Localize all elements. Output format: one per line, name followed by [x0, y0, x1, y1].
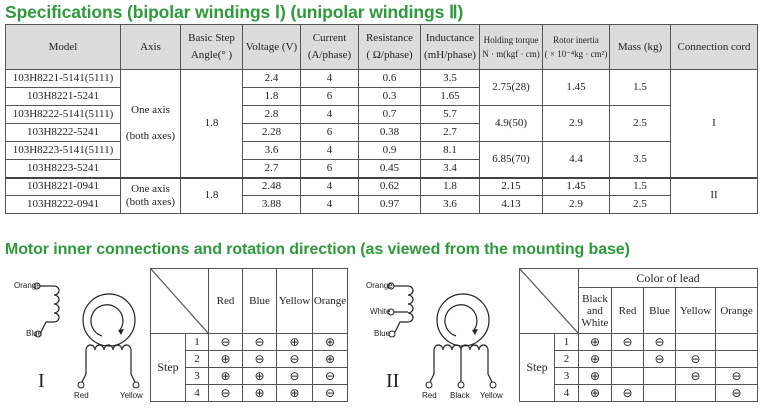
current-cell: 4 [301, 106, 359, 124]
model-cell: 103H8221-5241 [6, 88, 121, 106]
voltage-cell: 2.8 [243, 106, 301, 124]
resistance-cell: 0.3 [359, 88, 421, 106]
header-model: Model [6, 25, 121, 70]
torque-cell: 4.13 [480, 196, 543, 214]
header-inertia [543, 25, 610, 70]
resistance-cell: 0.7 [359, 106, 421, 124]
step-number: 3 [555, 368, 579, 385]
corner-cell [151, 269, 209, 334]
polarity-cell: ⊕ [579, 385, 612, 402]
table-row [151, 334, 348, 351]
torque-cell: 2.15 [480, 178, 543, 196]
table-row [6, 106, 758, 124]
corner-diagonal [151, 269, 208, 333]
axis-line1: One axis [131, 103, 170, 116]
lead-header-line3: White [581, 316, 609, 329]
polarity-cell: ⊕ [243, 385, 277, 402]
step-number: 4 [186, 385, 209, 402]
resistance-cell: 0.62 [359, 178, 421, 196]
polarity-cell [676, 385, 716, 402]
current-cell: 4 [301, 70, 359, 88]
cord-cell: II [671, 178, 758, 214]
header-step-angle-line2: Angle(° ) [190, 49, 233, 61]
lead-header: Orange [716, 288, 758, 334]
header-mass: Mass (kg) [610, 25, 671, 70]
voltage-cell: 2.28 [243, 124, 301, 142]
axis-line1: One axis [131, 182, 170, 195]
inductance-cell: 3.4 [421, 160, 480, 178]
header-step-angle-line1: Basic Step [188, 32, 235, 44]
polarity-cell: ⊖ [676, 368, 716, 385]
header-current-line1: Current [312, 32, 347, 44]
model-cell: 103H8223-5241 [6, 160, 121, 178]
header-inertia-line1: Rotor inertia [553, 35, 599, 45]
lead-header: Yellow [277, 269, 313, 334]
axis-line2: (both axes) [125, 195, 176, 208]
table-row [520, 385, 758, 402]
current-cell: 6 [301, 88, 359, 106]
inductance-cell: 2.7 [421, 124, 480, 142]
color-of-lead-header: Color of lead [579, 269, 758, 288]
voltage-cell: 2.7 [243, 160, 301, 178]
step-number: 3 [186, 368, 209, 385]
model-cell: 103H8222-5241 [6, 124, 121, 142]
header-torque-line1: Holding torque [483, 35, 539, 45]
lead-header: Orange [313, 269, 348, 334]
lead-label-blue: Blue [26, 329, 43, 338]
header-resistance-line2: ( Ω/phase) [366, 49, 413, 61]
polarity-cell [676, 334, 716, 351]
header-inertia-line2: ( × 10⁻⁴kg · cm²) [544, 49, 608, 59]
header-inductance-line1: Inductance [425, 32, 475, 44]
table-row [520, 368, 758, 385]
table-row [6, 70, 758, 88]
polarity-cell: ⊕ [243, 368, 277, 385]
polarity-cell: ⊖ [209, 334, 243, 351]
table-row [6, 196, 758, 214]
header-inductance [421, 25, 480, 70]
wiring-diagram-2 [364, 268, 514, 408]
polarity-cell: ⊖ [243, 334, 277, 351]
model-cell: 103H8222-5141(5111) [6, 106, 121, 124]
polarity-cell: ⊖ [612, 385, 644, 402]
table-row [520, 351, 758, 368]
polarity-cell: ⊖ [209, 385, 243, 402]
resistance-cell: 0.6 [359, 70, 421, 88]
step-angle-cell: 1.8 [181, 70, 243, 178]
lead-header: Red [209, 269, 243, 334]
header-step-angle [181, 25, 243, 70]
step-number: 1 [555, 334, 579, 351]
spec-header-row [6, 25, 758, 70]
header-cord: Connection cord [671, 25, 758, 70]
polarity-cell [644, 385, 676, 402]
lead-label-yellow: Yellow [120, 391, 143, 400]
connections-title: Motor inner connections and rotation direction (as viewed from the mounting base) [5, 241, 630, 258]
table-row [6, 142, 758, 160]
polarity-cell: ⊖ [313, 385, 348, 402]
header-resistance [359, 25, 421, 70]
lead-header: Red [612, 288, 644, 334]
resistance-cell: 0.45 [359, 160, 421, 178]
inductance-cell: 3.5 [421, 70, 480, 88]
axis-cell [121, 178, 181, 214]
current-cell: 4 [301, 196, 359, 214]
resistance-cell: 0.9 [359, 142, 421, 160]
polarity-cell [716, 334, 758, 351]
model-cell: 103H8222-0941 [6, 196, 121, 214]
inductance-cell: 8.1 [421, 142, 480, 160]
step-label: Step [520, 334, 555, 402]
polarity-cell [612, 351, 644, 368]
wiring-diagram-1 [10, 268, 150, 408]
step-number: 2 [186, 351, 209, 368]
lead-label-blue: Blue [374, 329, 391, 338]
polarity-cell: ⊖ [277, 368, 313, 385]
lead-header [579, 288, 612, 334]
inertia-cell: 2.9 [543, 196, 610, 214]
mass-cell: 3.5 [610, 142, 671, 178]
polarity-cell: ⊕ [277, 385, 313, 402]
diagram-numeral-1: I [38, 370, 45, 392]
polarity-cell: ⊖ [676, 351, 716, 368]
polarity-cell: ⊖ [277, 351, 313, 368]
resistance-cell: 0.97 [359, 196, 421, 214]
inertia-cell: 4.4 [543, 142, 610, 178]
step-number: 2 [555, 351, 579, 368]
axis-line2: (both axes) [125, 129, 176, 142]
polarity-cell: ⊕ [209, 368, 243, 385]
polarity-cell [612, 368, 644, 385]
cord-cell: I [671, 70, 758, 178]
spec-table [5, 24, 758, 214]
corner-diagonal [520, 269, 578, 333]
current-cell: 4 [301, 178, 359, 196]
lead-label-red: Red [74, 391, 89, 400]
voltage-cell: 3.6 [243, 142, 301, 160]
resistance-cell: 0.38 [359, 124, 421, 142]
step-number: 4 [555, 385, 579, 402]
lead-label-orange: Orange [366, 281, 393, 290]
table-row [6, 178, 758, 196]
polarity-cell [644, 368, 676, 385]
lead-header: Yellow [676, 288, 716, 334]
polarity-cell: ⊕ [313, 334, 348, 351]
polarity-cell [716, 351, 758, 368]
polarity-cell: ⊖ [243, 351, 277, 368]
voltage-cell: 2.4 [243, 70, 301, 88]
polarity-cell: ⊕ [277, 334, 313, 351]
polarity-cell: ⊕ [209, 351, 243, 368]
header-current-line2: (A/phase) [307, 49, 352, 61]
torque-cell: 4.9(50) [480, 106, 543, 142]
polarity-cell: ⊖ [612, 334, 644, 351]
polarity-cell: ⊖ [716, 368, 758, 385]
spec-title: Specifications (bipolar windings Ⅰ) (unipolar windings Ⅱ) [5, 2, 464, 22]
diagram-numeral-2: II [386, 370, 400, 392]
axis-cell [121, 70, 181, 178]
polarity-cell: ⊕ [579, 351, 612, 368]
inductance-cell: 1.65 [421, 88, 480, 106]
polarity-cell: ⊕ [579, 368, 612, 385]
inertia-cell: 1.45 [543, 178, 610, 196]
step-table-2 [519, 268, 758, 402]
header-voltage: Voltage (V) [243, 25, 301, 70]
lead-label-black: Black [450, 391, 470, 400]
step-table-1 [150, 268, 348, 402]
lead-label-red: Red [422, 391, 437, 400]
header-torque-line2: N · m(kgf · cm) [482, 49, 540, 59]
model-cell: 103H8223-5141(5111) [6, 142, 121, 160]
lead-header: Blue [644, 288, 676, 334]
mass-cell: 2.5 [610, 106, 671, 142]
mass-cell: 1.5 [610, 178, 671, 196]
current-cell: 6 [301, 124, 359, 142]
mass-cell: 2.5 [610, 196, 671, 214]
voltage-cell: 2.48 [243, 178, 301, 196]
lead-label-yellow: Yellow [480, 391, 503, 400]
mass-cell: 1.5 [610, 70, 671, 106]
table-row [520, 334, 758, 351]
polarity-cell: ⊕ [579, 334, 612, 351]
step-label: Step [151, 334, 186, 402]
lead-header-line1: Black [582, 292, 608, 305]
model-cell: 103H8221-0941 [6, 178, 121, 196]
model-cell: 103H8221-5141(5111) [6, 70, 121, 88]
lead-header-line2: and [587, 304, 603, 317]
polarity-cell: ⊖ [644, 334, 676, 351]
polarity-cell: ⊖ [313, 368, 348, 385]
inductance-cell: 3.6 [421, 196, 480, 214]
inertia-cell: 2.9 [543, 106, 610, 142]
polarity-cell: ⊖ [644, 351, 676, 368]
inertia-cell: 1.45 [543, 70, 610, 106]
polarity-cell: ⊕ [313, 351, 348, 368]
polarity-cell: ⊖ [716, 385, 758, 402]
header-axis: Axis [121, 25, 181, 70]
current-cell: 4 [301, 142, 359, 160]
lead-label-orange: Orange [14, 281, 41, 290]
step-angle-cell: 1.8 [181, 178, 243, 214]
voltage-cell: 1.8 [243, 88, 301, 106]
lead-label-white: White [370, 307, 391, 316]
inductance-cell: 1.8 [421, 178, 480, 196]
step-number: 1 [186, 334, 209, 351]
header-torque [480, 25, 543, 70]
inductance-cell: 5.7 [421, 106, 480, 124]
header-inductance-line2: (mH/phase) [424, 49, 476, 61]
corner-cell [520, 269, 579, 334]
lead-header: Blue [243, 269, 277, 334]
voltage-cell: 3.88 [243, 196, 301, 214]
current-cell: 6 [301, 160, 359, 178]
header-current [301, 25, 359, 70]
torque-cell: 2.75(28) [480, 70, 543, 106]
torque-cell: 6.85(70) [480, 142, 543, 178]
header-resistance-line1: Resistance [365, 32, 414, 44]
